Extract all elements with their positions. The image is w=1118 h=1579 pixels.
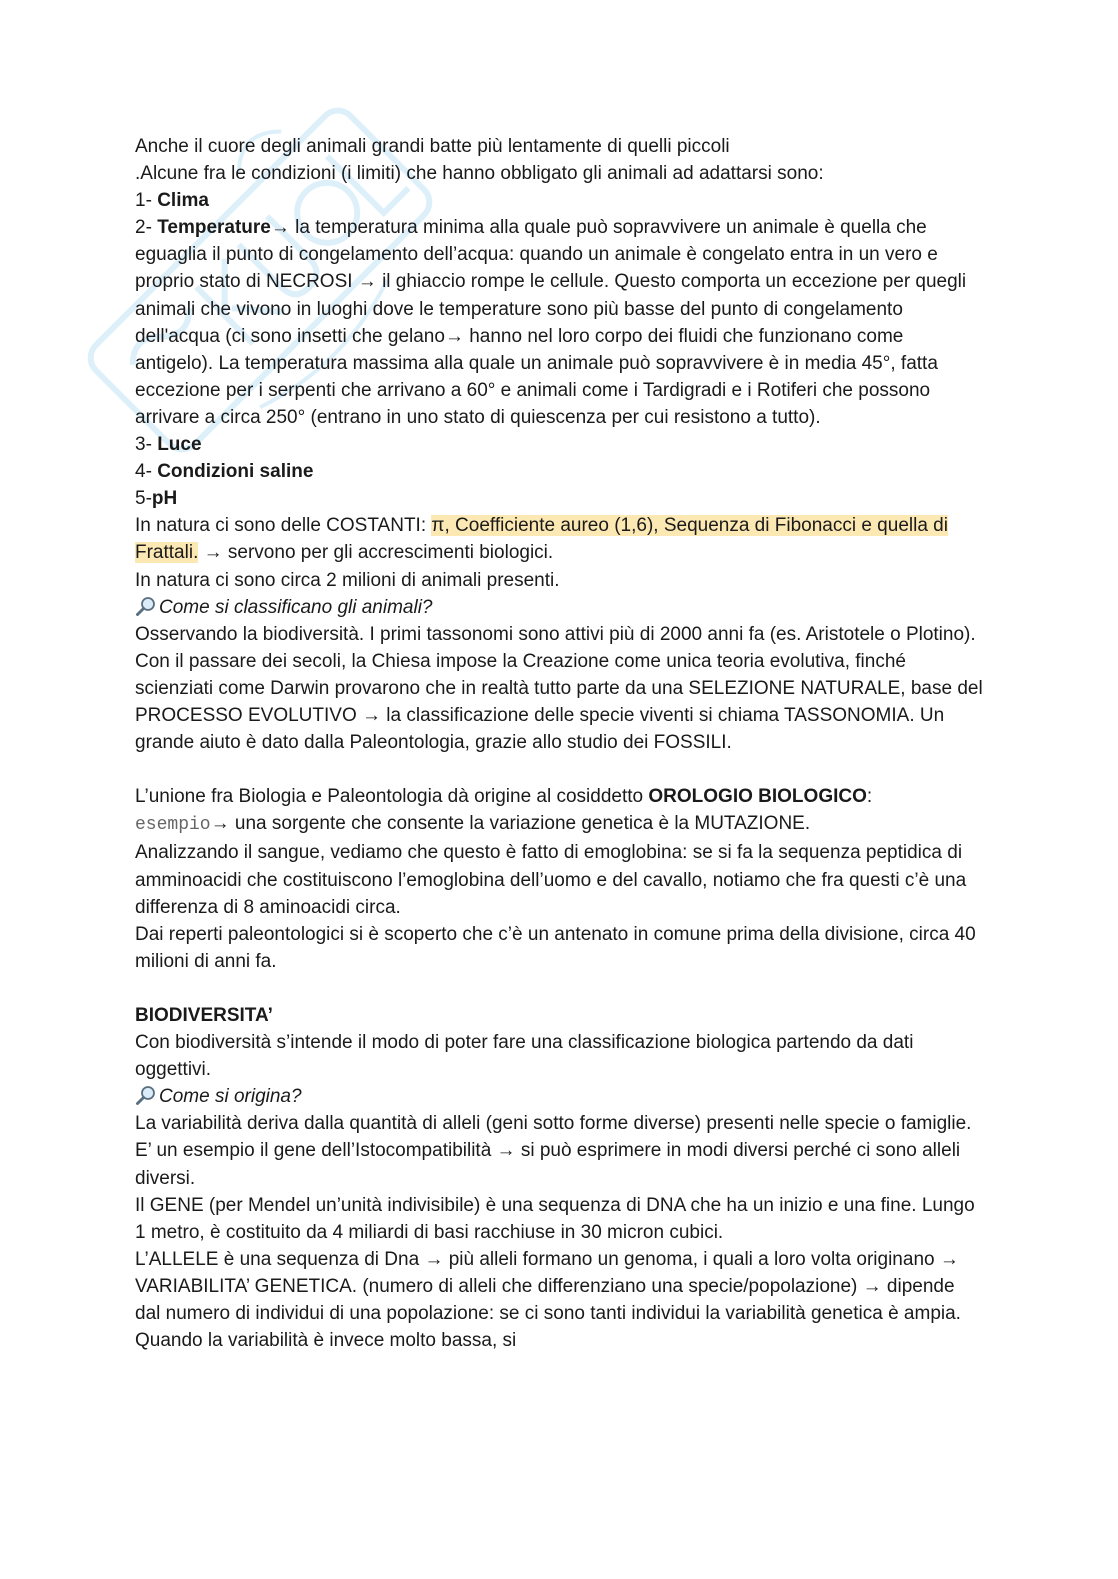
costanti-tail: → servono per gli accrescimenti biologici. <box>198 542 554 564</box>
temperature-text: → la temperatura minima alla quale può sopravvivere un animale è quella che eguaglia il punto di congelamento dell’acqua: quando un animale è congelato entra in un vero e proprio stato di NECROSI → il ghiaccio rompe le cellule. Questo comporta un eccezione per quegli animali che vivono in luoghi dove le temperature sono più basse del punto di congelamento dell'acqua (ci sono insetti che gelano→ hanno nel loro corpo dei fluidi che funzionano come antigelo). La temperatura massima alla quale un animale può sopravvivere è in media 45°, fatta eccezione per i serpenti che arrivano a 60° e animali come i Tardigradi e i Rotiferi che possono arrivare a circa 250° (entrano in uno stato di quiescenza per cui resistono a tutto). <box>135 217 967 428</box>
paragraph-condizioni: .Alcune fra le condizioni (i limiti) che hanno obbligato gli animali ad adattarsi sono: <box>135 163 824 185</box>
costanti-intro: In natura ci sono delle COSTANTI: <box>135 515 432 537</box>
list-number: 5- <box>135 488 152 510</box>
spacer <box>135 975 985 1002</box>
question-origina <box>135 1083 985 1110</box>
highlighted-text: π, Coefficiente aureo (1,6), Sequenza di Fibonacci e quella di Frattali. <box>135 515 948 564</box>
list-item-luce <box>135 431 985 458</box>
list-label-luce: Luce <box>157 434 202 456</box>
paragraph-variabilita: La variabilità deriva dalla quantità di alleli (geni sotto forme diverse) presenti nelle specie o famiglie. E’ un esempio il gene dell’Istocompatibilità → si può esprimere in modi diversi perché ci sono alleli diversi. <box>135 1113 972 1189</box>
orologio-intro: L’unione fra Biologia e Paleontologia dà origine al cosiddetto <box>135 786 649 808</box>
list-item-ph <box>135 485 985 512</box>
list-item-temperature <box>135 214 985 431</box>
spacer <box>135 756 985 783</box>
paragraph-cuore: Anche il cuore degli animali grandi batte più lentamente di quelli piccoli <box>135 136 730 157</box>
question-classificano <box>135 594 985 621</box>
heading-text: BIODIVERSITA’ <box>135 1005 273 1026</box>
esempio-text: → una sorgente che consente la variazione genetica è la MUTAZIONE. <box>210 813 811 835</box>
list-number: 4- <box>135 461 158 483</box>
list-item-clima <box>135 187 985 214</box>
paragraph-gene: Il GENE (per Mendel un’unità indivisibile) è una sequenza di DNA che ha un inizio e una fine. Lungo 1 metro, è costituito da 4 miliardi di basi racchiuse in 30 micron cubici. <box>135 1194 975 1243</box>
paragraph-sangue: Analizzando il sangue, vediamo che questo è fatto di emoglobina: se si fa la sequenza peptidica di amminoacidi che costituiscono l’emoglobina dell’uomo e del cavallo, notiamo che fra questi c’è una differenza di 8 aminoacidi circa. <box>135 842 967 918</box>
list-label-clima: Clima <box>157 190 209 212</box>
paragraph-orologio <box>135 783 985 810</box>
list-label-temperature: Temperature <box>157 217 271 239</box>
list-number: 2- <box>135 217 158 239</box>
paragraph-osservando: Osservando la biodiversità. I primi tassonomi sono attivi più di 2000 anni fa (es. Aristotele o Plotino). Con il passare dei secoli, la Chiesa impose la Creazione come unica teoria evolutiva, finché scienziati come Darwin provarono che in realtà tutto parte da una SELEZIONE NATURALE, base del PROCESSO EVOLUTIVO → la classificazione delle specie viventi si chiama TASSONOMIA. Un grande aiuto è dato dalla Paleontologia, grazie allo studio dei FOSSILI. <box>135 623 983 754</box>
paragraph-biodiversita: Con biodiversità s’intende il modo di poter fare una classificazione biologica partendo da dati oggettivi. <box>135 1032 914 1081</box>
magnifying-glass-icon <box>135 596 157 616</box>
esempio-code: esempio <box>135 815 211 836</box>
list-label-saline: Condizioni saline <box>157 461 314 483</box>
question-text: Come si origina? <box>159 1086 302 1108</box>
magnifying-glass-icon <box>135 1085 157 1105</box>
list-number: 3- <box>135 434 158 456</box>
paragraph-costanti <box>135 512 985 566</box>
list-item-saline <box>135 458 985 485</box>
paragraph-esempio <box>135 810 985 839</box>
paragraph-reperti: Dai reperti paleontologici si è scoperto che c’è un antenato in comune prima della divisione, circa 40 milioni di anni fa. <box>135 923 976 972</box>
question-text: Come si classificano gli animali? <box>159 596 433 618</box>
orologio-term: OROLOGIO BIOLOGICO <box>648 786 867 808</box>
list-label-ph: pH <box>151 488 178 510</box>
paragraph-milioni: In natura ci sono circa 2 milioni di animali presenti. <box>135 569 560 591</box>
document-page <box>135 133 985 1354</box>
paragraph-allele: L’ALLELE è una sequenza di Dna → più alleli formano un genoma, i quali a loro volta originano → VARIABILITA’ GENETICA. (numero di alleli che differenziano una specie/popolazione) → dipende dal numero di individui di una popolazione: se ci sono tanti individui la variabilità genetica è ampia. Quando la variabilità è invece molto bassa, si <box>135 1248 961 1352</box>
list-number: 1- <box>135 190 158 212</box>
section-heading-biodiversita <box>135 1002 985 1029</box>
orologio-colon: : <box>866 786 873 808</box>
